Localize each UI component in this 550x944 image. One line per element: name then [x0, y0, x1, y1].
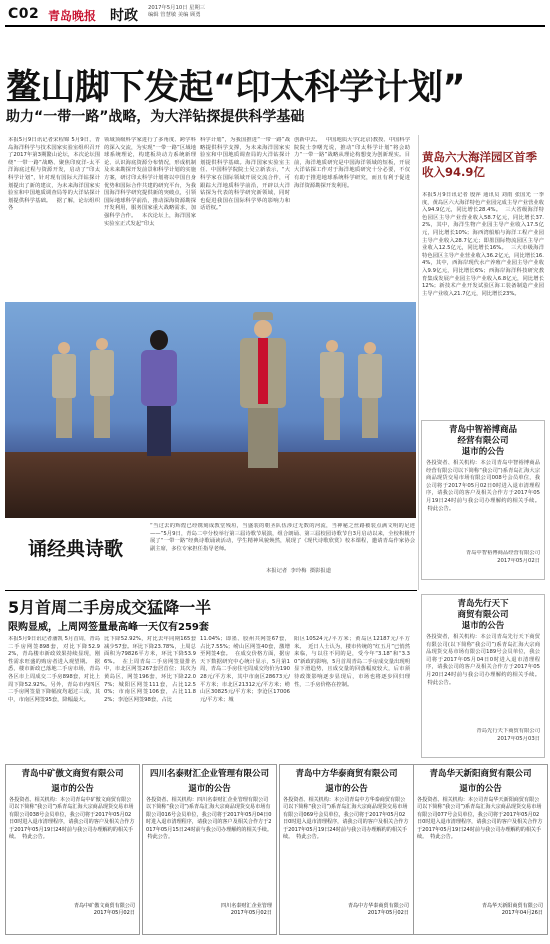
notice-ad-2 — [142, 764, 277, 935]
stage-floor — [5, 452, 416, 518]
notice-ad-1 — [5, 764, 140, 935]
ad-body: 各投资者、相关机构：本公司青岛华天新阳商贸有限公司以下简称“我公司”)系青岛汇海大宗商品现货交易市场有限公司077号会员单位，我公司将于2017年05月02日0时进入退市清理程序，请我公司的客户及相关合作方于2017年05月19日24时前与我公司办理解约的相关手续。 特此公告。 — [417, 797, 543, 841]
ad-date: 2017年05月02日 — [230, 910, 272, 917]
editor-line: 编辑 管慧敏 美编 顾勇 — [148, 12, 201, 18]
section-name: 时政 — [110, 8, 138, 24]
performer-2 — [87, 338, 117, 442]
girl-reciter — [137, 330, 181, 490]
notice2-title-2: 商贸有限公司 — [457, 610, 509, 620]
notice-box-2 — [421, 594, 545, 758]
uniform-reciter — [235, 312, 291, 496]
notice1-title-2: 经营有限公司 — [457, 436, 509, 446]
article-col-2: 领域顶级科学家进行了多角度、跨学科的深入交流，为实现“一带一路”区域地球系统理论，构建板块动力系统新理论、认识海底资源分布情况，形成机制及未来勘探开发前景和科学计划的实施方案，研讨印太科学计划将以中国自身优势和国际合作共建的研究平台，为我国海洋科学研究提供新的突破点，引领国际地球科学前沿，推动深海资源勘探开发利用，服务国家重大战略需求，加强科学合作。 本次论坛上，海洋国家实验室正式发起“印太 — [104, 137, 196, 227]
ad-title: 青岛中矿傲文商贸有限公司 — [21, 769, 124, 779]
notice-ad-4 — [413, 764, 548, 935]
ad-body: 各投资者、相关机构：本公司青岛中矿傲文商贸有限公司以下简称“我公司”)系青岛汇海大宗商品现货交易市场有限公司038号会员单位，我公司将于2017年05月02日0时进入退市清理程序，请我公司的客户及相关合作方于2017年05月19日24时前与我公司办理解约的相关手续。 特此公告。 — [9, 797, 135, 841]
article2-col-1: 本报5月9日讯记者潘凯 5月首周，青岛二手房网签898套，对比下降52.92%，青岛楼市新政效果持续显现，刚性需求旺盛的购房者进入观望期。 据悉，楼市新政已落地二手房市场，青岛各区市上周成交二手房898套，对比上周下降52.92%。另外，青岛市内四区二手房网签量下降幅度均超过三成，其中，市南区网签95套，降幅最大。 — [8, 636, 100, 703]
ad-date: 2017年04月26日 — [501, 910, 543, 917]
ad-subtitle: 退市的公告 — [459, 784, 502, 794]
ad-body: 各投资者、相关机构：本公司青岛中方华泰商贸有限公司以下简称“我公司”)系青岛汇海大宗商品现货交易市场有限公司069号会员单位，我公司将于2017年05月02日0时进入退市清理程序，请我公司的客户及相关合作方于2017年05月19日24时前与我公司办理解约的相关手续。 特此公告。 — [283, 797, 409, 841]
poetry-photo — [5, 302, 416, 518]
ad-sig: 青岛中方华泰商贸有限公司 — [347, 903, 409, 909]
notice2-sig: 青岛先行天下商贸有限公司 — [476, 728, 540, 734]
article-col-4: 创新中去。 中国地质大学(北京)教授、中国科学院院士李曙光说，推动“印太科学计划”将会助力“一带一路”战略从理论构想变为创新现实。目前，海洋地质研究是中国海洋领域的短板，开展大洋钻探工作对于海洋地质研究十分必要，不仅有助于推进地球系统科学研究，而且有利于促进海洋资源勘探开发利用。 — [294, 137, 410, 189]
photo-caption-title: 诵经典诗歌 — [28, 538, 124, 560]
header-rule — [5, 25, 545, 27]
notice2-body: 各投资者，相关机构：本公司青岛先行天下商贸有限公司(以下简称“我公司”)系青岛汇海大宗商品现货交易市场有限公司189号会员单位，我公司将于2017年05月04日0时进入退市清理程序，请我公司的客户及相关合作方于2017年05月20日24时前与我公司办理解约的相关手续。 特此公告。 — [426, 634, 540, 686]
performer-3 — [317, 340, 347, 444]
main-headline: 鳌山脚下发起“印太科学计划” — [6, 68, 466, 108]
notice1-title-3: 退市的公告 — [461, 447, 505, 457]
ad-title: 青岛华天新阳商贸有限公司 — [429, 769, 532, 779]
ad-body: 各投资者、相关机构：四川名泰财汇企业管理有限公司以下简称“我公司”)系青岛汇海大宗商品现货交易市场有限公司016号会员单位，我公司将于2017年05月04日0时进入退市清理程序，请我公司的客户及相关合作方于2017年05月15日24时前与我公司办理解约的相关手续。 特此公告。 — [146, 797, 272, 841]
article-col-3: 科学计划”，为我国推进“一带一路”战略提供科学支撑，为未来海洋国家实验室和中国地质调查局的大洋钻探计划提供科学基础。海洋国家实验室主任、中国科学院院士吴立新表示，“大科学家在国际领域开展交流合作，可跟踪大洋地质科学前沿，开辟以大洋钻探为代表的科学研究新领域，同时也促进我国在国际科学界的影响力和话语权。” — [200, 137, 290, 212]
article2-col-2: 比下降52.92%，对比去年同期165套减少57套。环比下降23.78%，上周总面积为79826平方米，环比下降53.96%。 在上周青岛二手房网签量排名中，市北区网签267套居首位；其次为黄岛区，网签196套，环比下降22.07%；城阳区网签111套，占比12.50%；市南区网签106套，占比11.82%；李沧区网签98套，占比 — [104, 636, 196, 703]
section-rule — [5, 590, 417, 591]
ad-date: 2017年05月02日 — [93, 910, 135, 917]
notice2-title-3: 退市的公告 — [461, 621, 505, 631]
date-line: 2017年5月10日 星期三 — [148, 5, 206, 11]
ad-title: 四川名泰财汇企业管理有限公司 — [149, 769, 269, 779]
page-number: C02 — [8, 6, 40, 22]
main-subheadline: 助力“一带一路”战略，为大洋钻探提供科学基础 — [6, 109, 305, 125]
newspaper-logo: 青岛晚报 — [48, 9, 97, 23]
side-article: 本报5月9日讯记者 殷萍 通讯员 刘雨 张国光 一季度，黄岛区六大海洋特色产业园完成主导产业营业收入94.9亿元，同比增长28.4%。 三大省级海洋特色园区主导产业营业收入58.7亿元，同比增长37.2%，其中，海洋生物产业园主导产业收入17.5亿元，同比增长10%；海西湾船舶与海洋工程产业园主导产业收入28.7亿元；即墨国际物流园区主导产业收入12.5亿元，同比增长16%。 三大市级海洋特色园区主导产业营业收入36.2亿元，同比增长16.4%，其中，西海岸现代水产养殖产业园主导产业收入9.9亿元，同比增长6%；西海岸海洋科技研究教育集成发展产业园主导产业收入6.8亿元，同比增长12%；新技术产业开发试验区海工装备制造产业园主导产业收入21.7亿元，同比增长23%。 — [422, 192, 544, 297]
notice-ad-3 — [279, 764, 414, 935]
article-col-1: 本报5月9日讯记者宋程锦 5月9日，青岛海洋科学与技术国家实验室组织召开了2017年第3期鳌山论坛，本次论坛围绕“一带一路”战略、聚焦印度洋-太平洋海底过程与资源开发，启动了“印太科学计划”，针对现有国际大洋钻探计划提出了新的建议，为未来海洋国家实验室和中国地质调查局等的大洋钻探计划提供科学基础。 据了解，论坛组织各 — [8, 137, 100, 212]
column-divider — [418, 135, 419, 590]
notice2-date: 2017年05月03日 — [497, 735, 540, 742]
ad-sig: 青岛华天新阳商贸有限公司 — [481, 903, 543, 909]
article2-col-3: 11.04%；即墨、胶州共网签67套，占比7.55%；崂山区网签40套，激增至网签4套。 在成交价格方面，据房天下数据研究中心统计显示，5月第1周，青岛二手房住宅周成交均价为19028元/平方米，其中市南区28673元/平方米；市北区21312元/平方米；崂山区30825元/平方米；李沧区17006元/平方米；城 — [200, 636, 290, 703]
notice1-body: 各投资者、相关机构：本公司青岛中智裕博商品经营有限公司以下简称“我公司”)系青岛汇海大宗商品现货交易市场有限公司008号会员单位，我公司将于2017年05月02日0时进入退市清理程序，请我公司的客户及相关合作方于2017年05月19日24时前与我公司办理解约的相关手续。 特此公告。 — [426, 460, 540, 512]
performer-4 — [355, 342, 385, 442]
article2-col-4: 阳区10524元/平方米；黄岛区12187元/平方米。 近日人士认为，楼市传统的“红五月”已悄然来临，与以往不同的是，受今年“3.18”和“3.30”新政的影响，5月首周青岛二手房成交量出现明显下滑趋势，且成交量的回落幅度较大，后市须待政策影响逐步显现后，市场也将逐步回归理性，二手房价格在控制。 — [294, 636, 410, 688]
notice-box-1 — [421, 420, 545, 580]
ad-subtitle: 退市的公告 — [188, 784, 231, 794]
article2-headline: 5月首周二手房成交猛降一半 — [8, 598, 212, 617]
ad-title: 青岛中方华泰商贸有限公司 — [295, 769, 398, 779]
ad-sig: 青岛中矿傲文商贸有限公司 — [73, 903, 135, 909]
side-headline: 黄岛六大海洋园区首季收入94.9亿 — [422, 150, 537, 179]
notice1-date: 2017年05月02日 — [497, 557, 540, 564]
article2-subheadline: 限购显威，上周网签量最高峰一天仅有259套 — [8, 622, 209, 633]
ad-subtitle: 退市的公告 — [51, 784, 94, 794]
notice1-sig: 青岛中智裕博商品经营有限公司 — [465, 550, 540, 556]
notice2-title-1: 青岛先行天下 — [457, 599, 509, 609]
ad-sig: 四川名泰财汇企业管理 — [221, 903, 272, 909]
ad-subtitle: 退市的公告 — [325, 784, 368, 794]
ad-date: 2017年05月02日 — [367, 910, 409, 917]
performer-1 — [49, 342, 79, 442]
photo-credit: 本报记者 李玲梅 摄影报道 — [266, 568, 332, 574]
notice1-title-1: 青岛中智裕博商品 — [448, 425, 517, 435]
issue-date — [148, 5, 205, 19]
photo-caption: “当过去的辉煌已经镌刻成教堂残垣，当盛装的朝圣队伍涉过无数的河流，当神秘之丝路被装点满文明的足迹——”5月9日，青岛二中分校举行第三届诗歌节展演，组合朗诵、第三届校园诗歌节自3月启动以来，全校积极开展了“一带一路”经典诗歌诵读活动，学生精神风貌焕然，展现了《现代诗歌欣赏》校本课程，邀请青岛作家协会副主席，多位专家担任指导老师。 — [150, 523, 415, 552]
